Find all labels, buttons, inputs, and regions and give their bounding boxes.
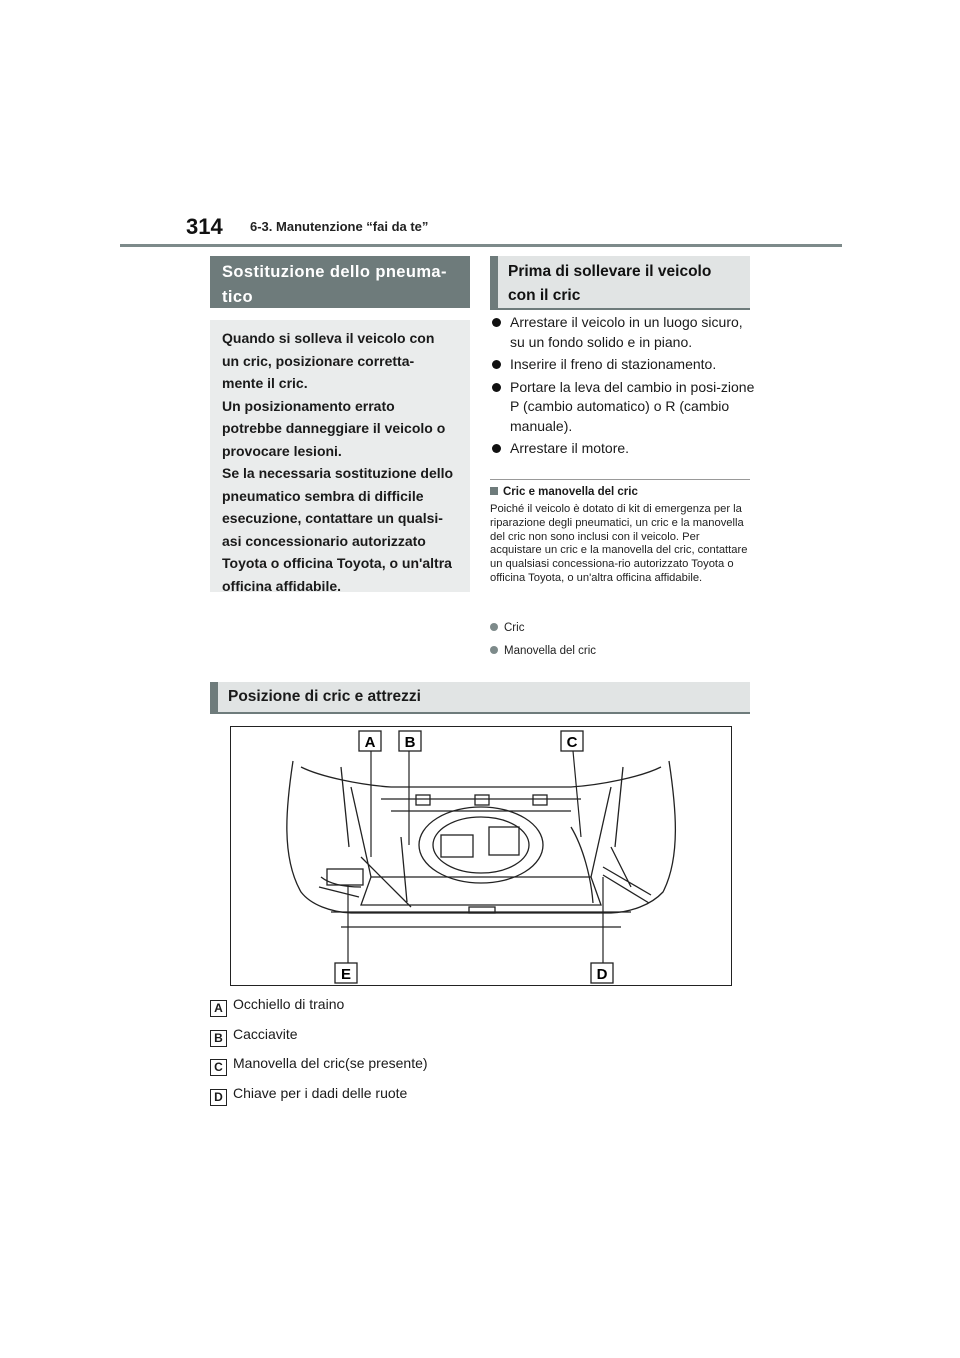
warning-line: asi concessionario autorizzato	[222, 532, 426, 549]
warning-line: potrebbe danneggiare il veicolo o	[222, 420, 446, 436]
legend-item-a: A Occhiello di traino	[210, 996, 344, 1017]
bullet-item: Arrestare il veicolo in un luogo sicuro, su un fondo solido e in piano.	[490, 313, 755, 352]
figure-label-b	[399, 731, 421, 751]
warning-box	[210, 320, 470, 592]
legend-tag: A	[210, 1000, 227, 1017]
bullet-dot-icon	[492, 383, 501, 392]
legend-item-d: D Chiave per i dadi delle ruote	[210, 1085, 407, 1106]
list-item: Manovella del cric	[490, 645, 596, 657]
heading-line: con il cric	[508, 287, 581, 304]
warning-line: Toyota o officina Toyota, o un'altra	[222, 555, 452, 571]
heading-line: Prima di sollevare il veicolo	[508, 263, 712, 280]
figure-label-d	[591, 963, 613, 983]
circle-bullet-icon	[490, 646, 498, 654]
legend-tag: C	[210, 1059, 227, 1076]
warning-line: Se la necessaria sostituzione dello	[222, 465, 454, 481]
warning-line: un cric, posizionare corretta-	[222, 352, 415, 369]
legend-tag: B	[210, 1030, 227, 1047]
bullet-item: Inserire il freno di stazionamento.	[490, 355, 755, 375]
warning-line: esecuzione, contattare un qualsi-	[222, 510, 443, 526]
svg-text:C: C	[566, 734, 578, 751]
divider	[490, 479, 750, 480]
warning-line: provocare lesioni.	[222, 442, 342, 459]
warning-line: officina affidabile.	[222, 577, 342, 594]
svg-text:A: A	[364, 734, 376, 751]
figure-label-e	[335, 963, 357, 983]
heading-before-lifting	[490, 256, 750, 308]
heading-tools-position: Posizione di cric e attrezzi	[210, 682, 750, 712]
bullet-list	[490, 313, 755, 462]
bullet-dot-icon	[492, 318, 501, 327]
svg-text:E: E	[340, 966, 352, 983]
bullet-item: Portare la leva del cambio in posi-zione P (cambio automatico) o R (cambio manuale).	[490, 378, 755, 437]
trunk-illustration	[230, 726, 732, 986]
page-number: 314	[186, 214, 223, 239]
figure-label-c	[561, 731, 583, 751]
bullet-dot-icon	[492, 444, 501, 453]
legend-tag: D	[210, 1089, 227, 1106]
warning-line: pneumatico sembra di difficile	[222, 487, 424, 504]
square-icon	[490, 487, 498, 495]
jack-paragraph: Poiché il veicolo è dotato di kit di emergenza per la riparazione degli pneumatici, un cric e la manovella del cric non sono inclusi con il veicolo. Per acquistare un cric e la manovella del cric, contattare un qualsiasi concessiona-rio autorizzato Toyota o officina Toyota, o un'altra officina affidabile.	[490, 503, 748, 584]
trunk-drawing	[231, 727, 733, 987]
subheading-jack: Cric e manovella del cric	[490, 486, 638, 498]
header-divider	[120, 244, 842, 247]
circle-bullet-icon	[490, 623, 498, 631]
svg-text:D: D	[596, 966, 608, 983]
warning-line: Quando si solleva il veicolo con	[222, 330, 435, 346]
legend-item-c: C Manovella del cric(se presente)	[210, 1055, 428, 1076]
list-item: Cric	[490, 622, 524, 634]
heading-tire-replacement: Sostituzione dello pneuma-tico	[210, 256, 470, 308]
warning-line: Un posizionamento errato	[222, 397, 395, 414]
legend-item-b: B Cacciavite	[210, 1026, 298, 1047]
svg-text:B: B	[404, 734, 416, 751]
bullet-dot-icon	[492, 360, 501, 369]
warning-line: mente il cric.	[222, 375, 308, 391]
figure-label-a	[359, 731, 381, 751]
bullet-item: Arrestare il motore.	[490, 439, 755, 459]
section-title: 6-3. Manutenzione “fai da te”	[250, 219, 429, 234]
